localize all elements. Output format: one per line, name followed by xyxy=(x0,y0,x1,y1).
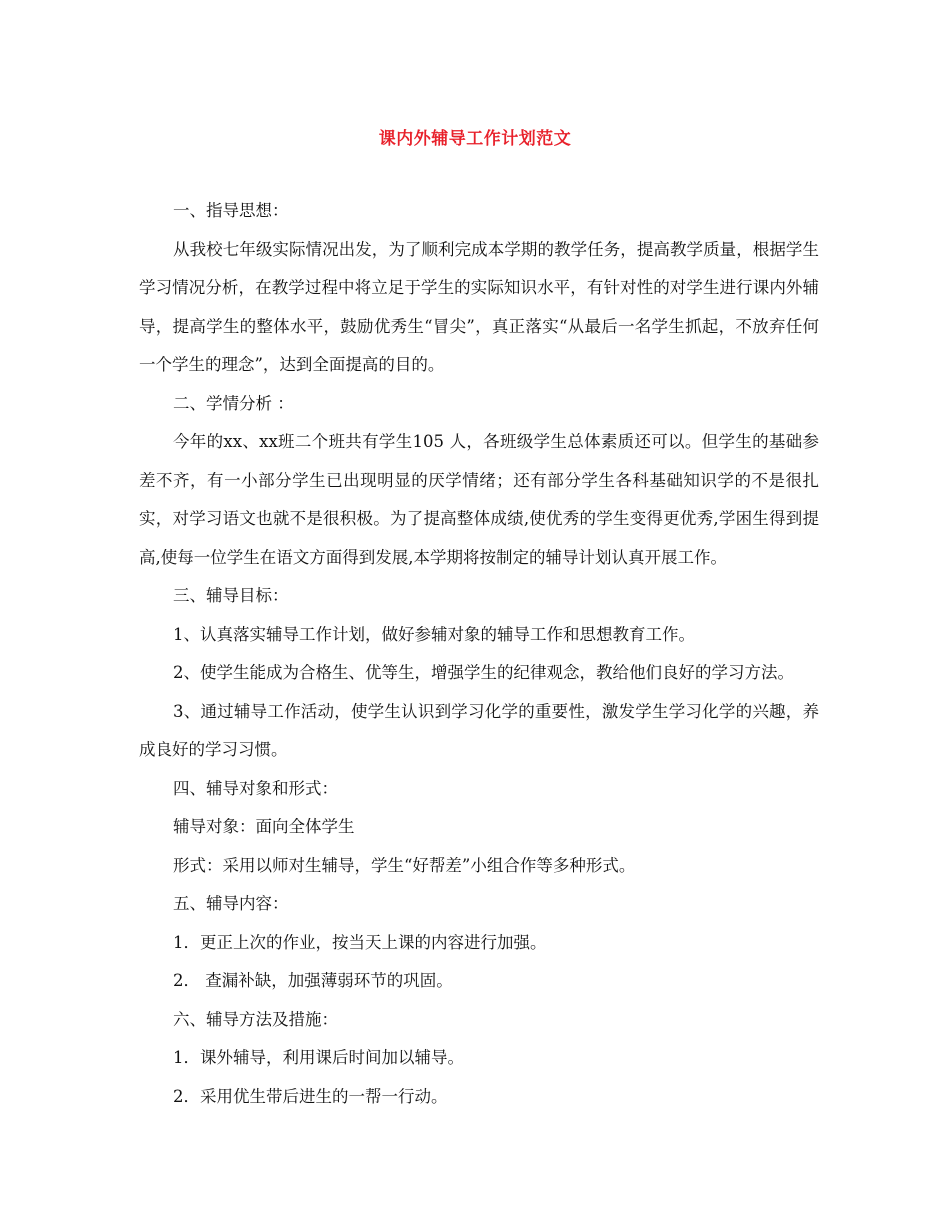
content-item-2: 2． 查漏补缺，加强薄弱环节的巩固。 xyxy=(173,971,453,990)
section-heading-methods: 六、辅导方法及措施： xyxy=(173,1009,338,1029)
section-heading-guiding-ideology: 一、指导思想： xyxy=(173,201,289,220)
tutoring-target-line: 辅导对象：面向全体学生 xyxy=(173,817,355,836)
section-heading-tutoring-goals: 三、辅导目标： xyxy=(173,586,289,605)
section-heading-tutoring-targets: 四、辅导对象和形式： xyxy=(173,778,338,798)
paragraph-student-analysis: 今年的xx、xx班二个班共有学生105 人，各班级学生总体素质还可以。但学生的基础参差不齐，有一小部分学生已出现明显的厌学情绪；还有部分学生各科基础知识学的不是很扎实，对学习语文也就不是很积极。为了提高整体成绩,使优秀的学生变得更优秀,学困生得到提高,使每一位学生在语文方面得到发展,本学期将按制定的辅导计划认真开展工作。 xyxy=(139,432,819,567)
goal-item-1: 1、认真落实辅导工作计划，做好参辅对象的辅导工作和思想教育工作。 xyxy=(173,624,695,644)
method-item-1: 1．课外辅导，利用课后时间加以辅导。 xyxy=(173,1048,464,1067)
section-heading-tutoring-content: 五、辅导内容： xyxy=(173,894,289,913)
section-heading-student-analysis: 二、学情分析 ： xyxy=(173,393,294,413)
goal-item-2: 2、使学生能成为合格生、优等生，增强学生的纪律观念，教给他们良好的学习方法。 xyxy=(173,663,794,682)
paragraph-guiding-ideology: 从我校七年级实际情况出发，为了顺利完成本学期的教学任务，提高教学质量，根据学生学习情况分析，在教学过程中将立足于学生的实际知识水平，有针对性的对学生进行课内外辅导，提高学生的整体水平，鼓励优秀生“冒尖”，真正落实“从最后一名学生抓起，不放弃任何一个学生的理念”，达到全面提高的目的。 xyxy=(139,239,819,374)
content-item-1: 1．更正上次的作业，按当天上课的内容进行加强。 xyxy=(173,932,547,952)
tutoring-form-line: 形式：采用以师对生辅导，学生“好帮差”小组合作等多种形式。 xyxy=(173,855,636,875)
goal-item-3: 3、通过辅导工作活动，使学生认识到学习化学的重要性，激发学生学习化学的兴趣，养成良好的学习习惯。 xyxy=(139,701,819,759)
document-body xyxy=(139,192,819,1116)
document-title: 课内外辅导工作计划范文 xyxy=(378,129,572,149)
method-item-2: 2．采用优生带后进生的一帮一行动。 xyxy=(173,1086,448,1106)
